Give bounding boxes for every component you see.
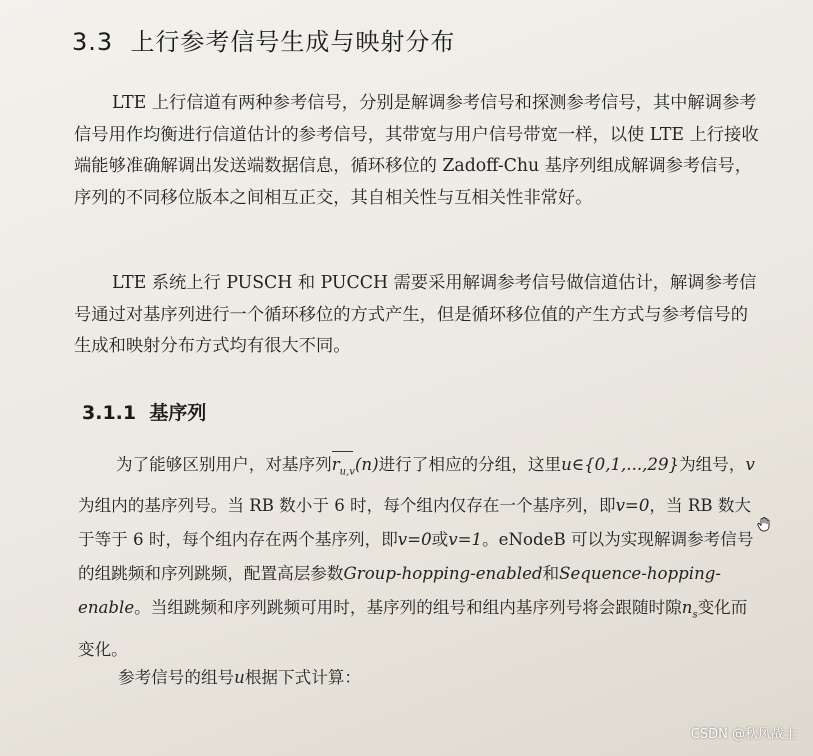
u-set-expression: u∈{0,1,...,29} [561,455,680,474]
v-equals-one: v=1 [448,530,483,550]
p3-and: 和 [542,564,560,584]
p4-text-1: 参考信号的组号 [118,668,235,687]
paragraph-pusch-pucch [74,268,764,363]
base-sequence-symbol [332,448,355,489]
p3-or: 或 [431,530,449,550]
symbol-r: r [331,455,340,474]
subsection-title-text: 基序列 [149,402,207,424]
v-equals-zero: v=0 [615,496,650,516]
symbol-arg: (n) [354,455,379,474]
param-group-hopping: Group-hopping-enabled [343,564,543,584]
ns-symbol-n: n [681,598,693,618]
p3-text-3: 为组号， [679,455,746,474]
paragraph2-text: LTE 系统上行 PUSCH 和 PUCCH 需要采用解调参考信号做信道估计，解调参考信号通过对基序列进行一个循环移位的方式产生，但是循环移位值的产生方式与参考信号的生成和映射分布方式均有很大不同。 [74,273,757,356]
ns-symbol-subscript: s [692,609,698,621]
p4-text-2: 根据下式计算： [244,668,361,687]
p3-text-1: 为了能够区别用户，对基序列 [116,455,332,474]
paragraph-group-number [118,664,361,688]
section-heading [72,22,455,57]
p3-text-5: ，当 RB 数大于等于 6 时，每个组内存在两个基序列，即 [78,496,752,550]
paragraph-lte-reference-signals [74,88,764,214]
param-sequence-hopping: Sequence-hopping-enable [78,564,721,618]
watermark: CSDN @秋风战士 [690,727,797,742]
subsection-number: 3.1.1 [82,402,137,424]
u-symbol: u [234,668,245,687]
ns-symbol [681,598,698,621]
p3-text-2: 进行了相应的分组，这里 [378,455,562,474]
v-symbol: v [745,455,755,474]
symbol-r-subscript: u,v [339,466,355,478]
p3-text-8: 变化而变化。 [78,598,748,659]
subsection-heading [82,398,206,425]
section-number: 3.3 [72,28,114,56]
v-equals-zero-b: v=0 [397,530,432,550]
hand-cursor-icon [756,516,772,532]
paragraph-base-sequence [78,448,758,667]
p3-text-6: 。eNodeB 可以为实现解调参考信号的组跳频和序列跳频，配置高层参数 [78,530,754,584]
paragraph1-text: LTE 上行信道有两种参考信号，分别是解调参考信号和探测参考信号，其中解调参考信号用作均衡进行信道估计的参考信号，其带宽与用户信号带宽一样，以使 LTE 上行接收端能够准确解调出发送端数据信息，循环移位的 Zadoff-Chu 基序列组成解调参考信号，序列的不同移位版本之间相互正交，其自相关性与互相关性非常好。 [74,93,759,208]
p3-text-7: 。当组跳频和序列跳频可用时，基序列的组号和组内基序列号将会跟随时隙 [134,598,682,618]
p3-text-4: 为组内的基序列号。当 RB 数小于 6 时，每个组内仅存在一个基序列，即 [78,496,616,516]
section-title-text: 上行参考信号生成与映射分布 [130,28,456,56]
